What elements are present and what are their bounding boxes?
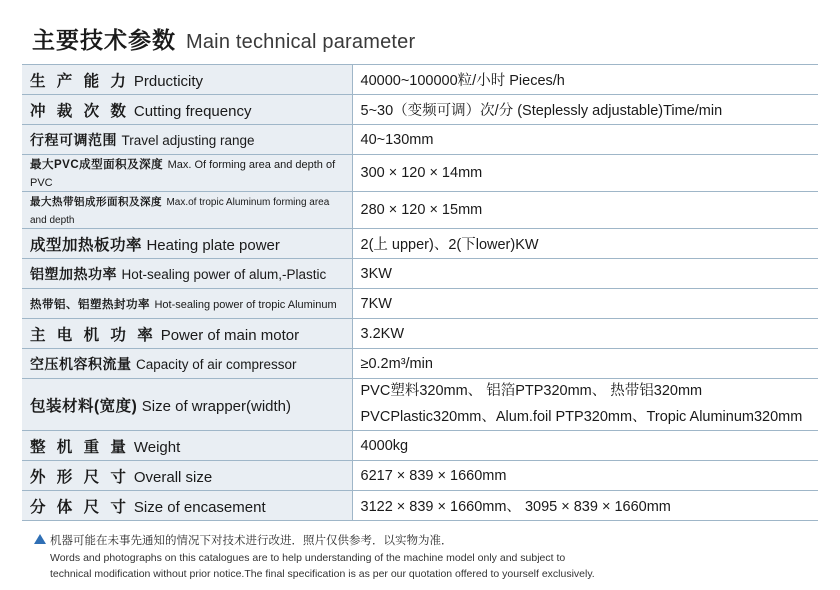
table-row (22, 259, 818, 289)
row-label (22, 65, 352, 95)
table-row (22, 229, 818, 259)
row-value: ≥0.2m³/min (352, 349, 818, 379)
row-label-cn: 铝塑加热功率 (30, 265, 117, 282)
row-label-en: Size of wrapper(width) (141, 397, 292, 415)
row-label-en: Travel adjusting range (121, 132, 255, 148)
row-value: 280 × 120 × 15mm (352, 192, 818, 229)
row-label-en: Cutting frequency (133, 102, 252, 120)
warning-triangle-icon (34, 534, 46, 544)
table-row (22, 125, 818, 155)
footer-note-en-line-1: Words and photographs on this catalogues are to help understanding of the machine model only and subject to (50, 552, 566, 564)
table-row (22, 461, 818, 491)
row-label-en: Max. Of forming area and depth of PVC (30, 159, 336, 189)
specifications-table-body (22, 65, 818, 521)
row-label-cn: 最大热带铝成形面积及深度 (30, 196, 162, 208)
table-row (22, 289, 818, 319)
table-row (22, 319, 818, 349)
row-value: 7KW (352, 289, 818, 319)
footer-note (22, 532, 818, 583)
row-value: 2(上 upper)、2(下lower)KW (352, 229, 818, 259)
row-label (22, 229, 352, 259)
row-value: 40~130mm (352, 125, 818, 155)
row-label (22, 319, 352, 349)
row-label-en: Power of main motor (160, 326, 300, 344)
row-value: 3KW (352, 259, 818, 289)
row-label-cn: 最大PVC成型面积及深度 (30, 159, 164, 171)
row-label (22, 155, 352, 192)
row-label (22, 95, 352, 125)
table-row (22, 95, 818, 125)
row-label (22, 192, 352, 229)
row-label (22, 491, 352, 521)
page-title-en: Main technical parameter (186, 31, 416, 53)
footer-note-en-line-2: technical modification without prior notice.The final specification is as per our quotation offered to yourself exclusively. (50, 567, 595, 580)
row-label (22, 431, 352, 461)
row-label-cn: 外 形 尺 寸 (30, 468, 130, 486)
row-label-en: Capacity of air compressor (135, 356, 297, 372)
table-row (22, 491, 818, 521)
page-title-cn: 主要技术参数 (32, 27, 176, 53)
row-label (22, 125, 352, 155)
table-row (22, 65, 818, 95)
row-value-line-2: PVCPlastic320mm、Alum.foil PTP320mm、Tropic Aluminum320mm (360, 408, 803, 425)
row-value (352, 379, 818, 431)
row-value: 4000kg (352, 431, 818, 461)
row-label-cn: 分 体 尺 寸 (30, 498, 130, 516)
row-label (22, 349, 352, 379)
footer-note-en (34, 551, 818, 583)
row-value: 40000~100000粒/小时 Pieces/h (352, 65, 818, 95)
row-label-en: Overall size (133, 468, 213, 486)
row-label-cn: 包装材料(宽度) (30, 397, 138, 415)
row-value: 3122 × 839 × 1660mm、 3095 × 839 × 1660mm (352, 491, 818, 521)
footer-note-cn-row (34, 532, 818, 548)
row-label (22, 289, 352, 319)
row-label (22, 259, 352, 289)
page-title (22, 22, 818, 55)
table-row (22, 155, 818, 192)
row-label-en: Max.of tropic Aluminum forming area and depth (30, 197, 330, 226)
row-label-cn: 热带铝、铝塑热封功率 (30, 298, 150, 311)
specifications-table (22, 64, 818, 521)
table-row (22, 192, 818, 229)
row-label-cn: 成型加热板功率 (30, 236, 143, 254)
row-label-en: Weight (133, 438, 181, 456)
row-label-cn: 整 机 重 量 (30, 438, 130, 456)
row-value-line-1: PVC塑料320mm、 铝箔PTP320mm、 热带铝320mm (360, 383, 703, 400)
row-label-en: Hot-sealing power of tropic Aluminum (154, 298, 337, 311)
row-value: 6217 × 839 × 1660mm (352, 461, 818, 491)
row-label-cn: 主 电 机 功 率 (30, 326, 157, 344)
row-label-en: Prducticity (133, 72, 204, 90)
table-row (22, 379, 818, 431)
row-value: 3.2KW (352, 319, 818, 349)
row-label-cn: 行程可调范围 (30, 131, 117, 148)
row-label-en: Size of encasement (133, 498, 266, 516)
table-row (22, 349, 818, 379)
row-label-cn: 空压机容积流量 (30, 355, 132, 372)
table-row (22, 431, 818, 461)
row-label-en: Hot-sealing power of alum,-Plastic (121, 266, 327, 282)
row-label-en: Heating plate power (146, 236, 280, 254)
row-value: 300 × 120 × 14mm (352, 155, 818, 192)
row-value: 5~30（变频可调）次/分 (Steplessly adjustable)Time/min (352, 95, 818, 125)
row-label (22, 379, 352, 431)
footer-note-cn: 机器可能在未事先通知的情况下对技术进行改进．照片仅供参考．以实物为准． (50, 535, 453, 547)
row-label-cn: 生 产 能 力 (30, 72, 130, 90)
row-label-cn: 冲 裁 次 数 (30, 102, 130, 120)
row-label (22, 461, 352, 491)
